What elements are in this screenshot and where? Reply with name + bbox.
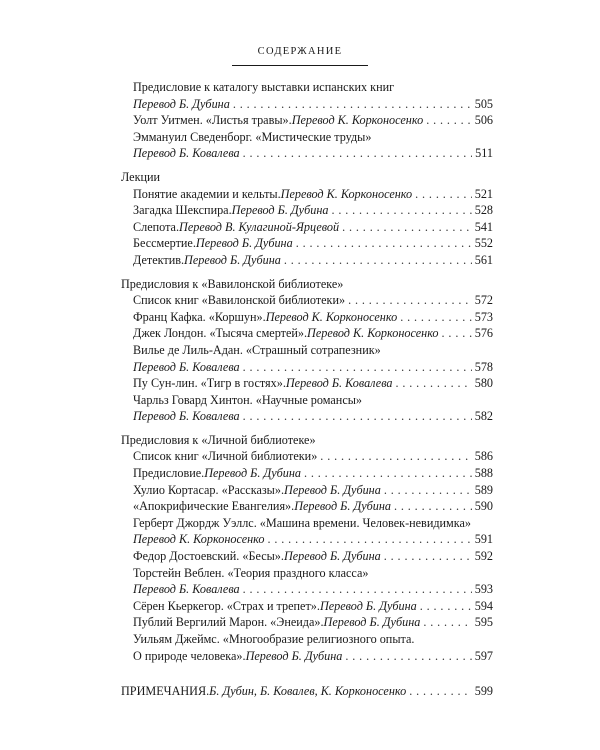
toc-entry-page: 599: [474, 684, 493, 699]
toc-entry-translator: Перевод Б. Дубина: [284, 482, 381, 497]
toc-entry-title: О природе человека».: [133, 648, 246, 663]
toc-entry: [121, 548, 493, 565]
toc-entry-translator: Перевод Б. Ковалева: [285, 376, 393, 391]
dot-leader: [243, 359, 472, 376]
toc-entry-title: Франц Кафка. «Коршун».: [133, 309, 266, 324]
section-gap: [121, 269, 493, 276]
toc-entry: [121, 186, 493, 203]
toc-notes-entry: [121, 683, 493, 700]
toc-entry-title: Слепота.: [133, 219, 180, 234]
toc-entry-translator: Перевод Б. Ковалева: [133, 409, 240, 424]
toc-entry-title: Список книг «Вавилонской библиотеки»: [133, 293, 346, 308]
toc-entry-translator: Перевод В. Кулагиной-Ярцевой: [179, 219, 340, 234]
dot-leader: [345, 648, 471, 665]
toc-entry: [121, 145, 493, 162]
toc-entry-page: 597: [474, 648, 493, 663]
toc-entry-page: 521: [474, 186, 493, 201]
section-gap: [121, 425, 493, 432]
toc-entry-title: ПРИМЕЧАНИЯ.: [121, 684, 210, 699]
toc-entry-page: 586: [474, 449, 493, 464]
dot-leader: [320, 448, 471, 465]
toc-entry-page: 580: [474, 376, 493, 391]
dot-leader: [331, 202, 471, 219]
toc-entry-page: 591: [474, 532, 493, 547]
toc-entry-page: 505: [474, 96, 493, 111]
toc-entry: [121, 359, 493, 376]
page-header: [0, 46, 600, 66]
dot-leader: [243, 145, 473, 162]
toc-entry: [121, 79, 493, 96]
toc-entry: [121, 498, 493, 515]
toc-entry-page: 589: [474, 482, 493, 497]
toc-entry-page: 592: [474, 549, 493, 564]
toc-entry: [121, 565, 493, 582]
toc-entry: [121, 448, 493, 465]
toc-entry-translator: Перевод Б. Ковалева: [133, 359, 240, 374]
toc-entry-title: Эммануил Сведенборг. «Мистические труды»: [133, 129, 372, 144]
toc-entry-translator: Перевод К. Корконосенко: [307, 326, 439, 341]
toc-entry-title: Вилье де Лиль-Адан. «Страшный сотрапезник»: [133, 342, 381, 357]
toc-entry-translator: Перевод Б. Ковалева: [133, 146, 240, 161]
toc-entry-page: 561: [474, 252, 493, 267]
dot-leader: [342, 219, 472, 236]
toc-entry-title: «Апокрифические Евангелия».: [133, 499, 295, 514]
toc-section-heading: [121, 276, 493, 293]
toc-entry-title: Загадка Шекспира.: [133, 203, 232, 218]
dot-leader: [409, 683, 472, 700]
toc-entry-page: 573: [474, 309, 493, 324]
toc-entry-title: Предисловие к каталогу выставки испанских книг: [133, 80, 395, 94]
dot-leader: [384, 548, 472, 565]
toc-section-title: Предисловия к «Личной библиотеке»: [121, 432, 316, 447]
dot-leader: [296, 235, 472, 252]
toc-entry-title: Герберт Джордж Уэллс. «Машина времени. Человек-невидимка»: [133, 515, 472, 530]
toc-entry-title: Бессмертие.: [133, 236, 196, 251]
toc-entry-translator: Перевод Б. Дубина: [283, 549, 381, 564]
toc-entry-page: 594: [474, 598, 493, 613]
toc-section-title: Предисловия к «Вавилонской библиотеке»: [121, 276, 344, 291]
toc-entry-page: 528: [474, 203, 493, 218]
toc-entry: [121, 202, 493, 219]
toc-entry-translator: Перевод Б. Дубина: [294, 499, 391, 514]
toc-entry: [121, 375, 493, 392]
toc-entry-title: Публий Вергилий Марон. «Энеида».: [133, 615, 324, 630]
toc-entry-translator: Перевод Б. Дубина: [204, 466, 301, 481]
toc-entry-title: Список книг «Личной библиотеки»: [133, 449, 318, 464]
toc-entry-title: Уильям Джеймс. «Многообразие религиозного опыта.: [133, 632, 415, 646]
toc-entry-title: Джек Лондон. «Тысяча смертей».: [133, 326, 308, 341]
toc-entry-page: 552: [474, 236, 493, 251]
toc-entry-translator: Перевод К. Корконосенко: [280, 186, 413, 201]
dot-leader: [268, 531, 472, 548]
toc-entry: [121, 96, 493, 113]
toc-entry-title: Предисловие.: [133, 466, 205, 481]
toc-entry: [121, 531, 493, 548]
toc-entry: [121, 342, 493, 359]
toc-entry: [121, 581, 493, 598]
toc-entry-translator: Перевод Б. Дубина: [245, 648, 343, 663]
toc-entry-page: 576: [474, 326, 493, 341]
toc-entry-page: 578: [474, 359, 493, 374]
section-gap: [121, 162, 493, 169]
toc-entry-translator: Б. Дубин, Б. Ковалев, К. Корконосенко: [209, 684, 407, 699]
toc-entry: [121, 235, 493, 252]
toc-entry: [121, 614, 493, 631]
toc-entry-title: Торстейн Веблен. «Теория праздного класса»: [133, 565, 369, 580]
dot-leader: [233, 96, 472, 113]
toc-entry-translator: Перевод К. Корконосенко: [133, 532, 265, 547]
toc-entry-page: 582: [474, 409, 493, 424]
toc-entry: [121, 482, 493, 499]
toc-entry-title: Хулио Кортасар. «Рассказы».: [133, 482, 285, 497]
dot-leader: [423, 614, 471, 631]
toc-entry: [121, 465, 493, 482]
toc-entry-translator: Перевод К. Корконосенко: [265, 309, 398, 324]
toc-entry: [121, 309, 493, 326]
toc-entry: [121, 252, 493, 269]
header-underline: [232, 65, 368, 66]
toc-section-heading: [121, 432, 493, 449]
dot-leader: [384, 482, 472, 499]
toc-section-heading: [121, 169, 493, 186]
dot-leader: [243, 581, 472, 598]
toc-entry-translator: Перевод Б. Дубина: [195, 236, 293, 251]
toc-entry-translator: Перевод Б. Дубина: [133, 96, 230, 111]
toc-entry-page: 506: [474, 113, 493, 128]
toc-entry-page: 511: [475, 146, 493, 161]
toc-entry-page: 572: [474, 293, 493, 308]
dot-leader: [243, 408, 472, 425]
dot-leader: [426, 112, 472, 129]
toc-entry-translator: Перевод Б. Дубина: [184, 252, 281, 267]
toc-entry: [121, 129, 493, 146]
toc-entry-page: 590: [474, 499, 493, 514]
table-of-contents: [121, 79, 493, 700]
dot-leader: [284, 252, 472, 269]
toc-entry: [121, 219, 493, 236]
toc-entry: [121, 648, 493, 665]
toc-entry: [121, 408, 493, 425]
toc-entry-translator: Перевод Б. Дубина: [231, 203, 329, 218]
toc-section-title: Лекции: [121, 169, 161, 184]
dot-leader: [415, 186, 472, 203]
toc-entry: [121, 325, 493, 342]
dot-leader: [304, 465, 472, 482]
toc-entry-title: Уолт Уитмен. «Листья травы».: [133, 113, 292, 128]
dot-leader: [396, 375, 472, 392]
toc-entry-title: Пу Сун-лин. «Тигр в гостях».: [133, 376, 286, 391]
dot-leader: [442, 325, 472, 342]
toc-entry: [121, 598, 493, 615]
toc-entry-translator: Перевод К. Корконосенко: [291, 113, 424, 128]
toc-entry-title: Федор Достоевский. «Бесы».: [133, 549, 284, 564]
section-gap: [121, 664, 493, 683]
toc-entry-title: Детектив.: [133, 252, 185, 267]
toc-entry: [121, 112, 493, 129]
page-title: СОДЕРЖАНИЕ: [257, 46, 343, 57]
toc-entry-page: 595: [474, 615, 493, 630]
toc-entry: [121, 631, 493, 648]
toc-entry-page: 541: [474, 219, 493, 234]
toc-entry-translator: Перевод Б. Дубина: [319, 598, 417, 613]
toc-entry-translator: Перевод Б. Дубина: [323, 615, 421, 630]
toc-entry-title: Чарльз Говард Хинтон. «Научные романсы»: [133, 392, 363, 407]
dot-leader: [348, 292, 472, 309]
toc-entry: [121, 292, 493, 309]
toc-entry-translator: Перевод Б. Ковалева: [133, 582, 240, 597]
toc-entry-page: 593: [474, 582, 493, 597]
toc-entry: [121, 392, 493, 409]
dot-leader: [400, 309, 472, 326]
toc-entry-title: Понятие академии и кельты.: [133, 186, 281, 201]
dot-leader: [420, 598, 472, 615]
dot-leader: [394, 498, 472, 515]
toc-entry-title: Сёрен Кьеркегор. «Страх и трепет».: [133, 598, 320, 613]
toc-entry: [121, 515, 493, 532]
toc-entry-page: 588: [474, 466, 493, 481]
